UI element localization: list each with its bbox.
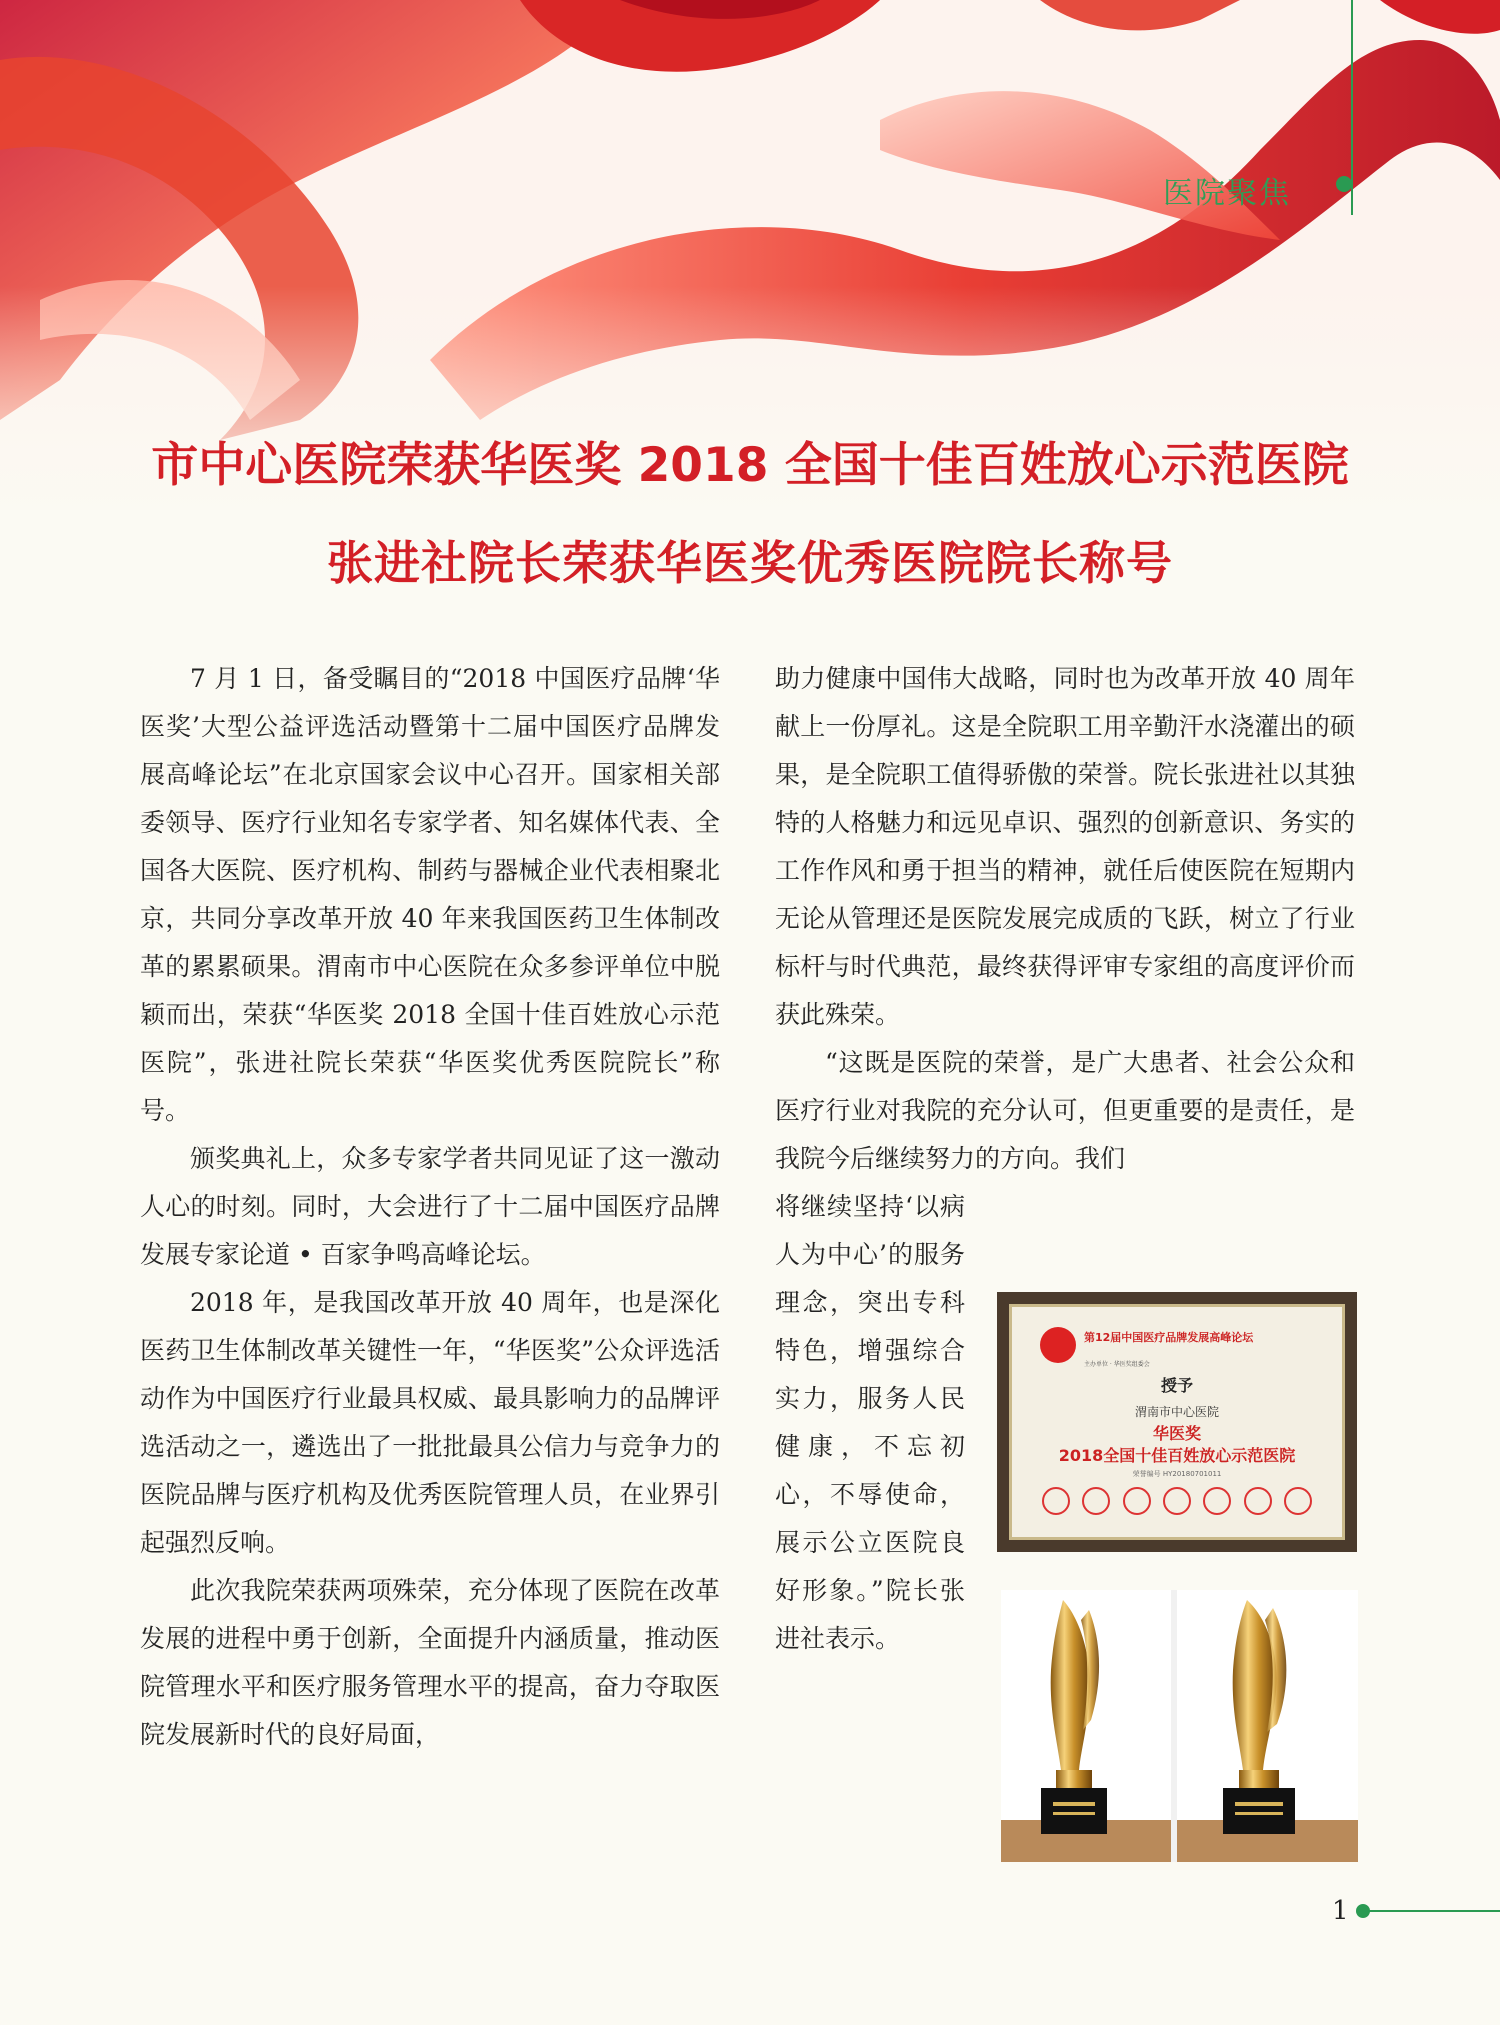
article-title-line-2: 张进社院长荣获华医奖优秀医院院长称号 bbox=[327, 536, 1173, 590]
seal-icon bbox=[1203, 1487, 1231, 1515]
plaque-organizer: 主办单位 · 华医奖组委会 bbox=[1084, 1361, 1150, 1368]
plaque-hospital: 渭南市中心医院 bbox=[1134, 1405, 1219, 1419]
paragraph: 7 月 1 日，备受瞩目的“2018 中国医疗品牌‘华医奖’大型公益评选活动暨第十二届中国医疗品牌发展高峰论坛”在北京国家会议中心召开。国家相关部委领导、医疗行业知名专家学者、知名媒体代表、全国各大医院、医疗机构、制药与器械企业代表相聚北京，共同分享改革开放 40 年来我国医药卫生体制改革的累累硕果。渭南市中心医院在众多参评单位中脱颖而出，荣获“华医奖 2018 全国十佳百姓放心示范医院”，张进社院长荣获“华医奖优秀医院院长”称号。 bbox=[140, 664, 720, 1125]
trophies-photo bbox=[1001, 1590, 1358, 1862]
quote-paragraph-wrapped: 将继续坚持‘以病人为中心’的服务理念，突出专科特色，增强综合实力，服务人民健康，不忘初心，不辱使命，展示公立医院良好形象。”院长张进社表示。 bbox=[775, 1192, 965, 1653]
left-column bbox=[140, 655, 720, 1759]
header-accent-dot bbox=[1336, 176, 1352, 192]
paragraph: 此次我院荣获两项殊荣，充分体现了医院在改革发展的进程中勇于创新，全面提升内涵质量，推动医院管理水平和医疗服务管理水平的提高，奋力夺取医院发展新时代的良好局面， bbox=[140, 1576, 720, 1749]
plaque-award: 华医奖 bbox=[1152, 1424, 1201, 1443]
seal-icon bbox=[1082, 1487, 1110, 1515]
seal-icon bbox=[1244, 1487, 1272, 1515]
plaque-logo-icon bbox=[1040, 1327, 1076, 1363]
award-plaque-photo bbox=[997, 1292, 1357, 1552]
seal-icon bbox=[1163, 1487, 1191, 1515]
trophies-graphic bbox=[1001, 1590, 1358, 1862]
plaque-face bbox=[1009, 1304, 1345, 1540]
footer-accent-line bbox=[1368, 1910, 1500, 1912]
seal-icon bbox=[1123, 1487, 1151, 1515]
paragraph: 2018 年，是我国改革开放 40 周年，也是深化医药卫生体制改革关键性一年，“华医奖”公众评选活动作为中国医疗行业最具权威、最具影响力的品牌评选活动之一，遴选出了一批批最具公信力与竞争力的医院品牌与医疗机构及优秀医院管理人员，在业界引起强烈反响。 bbox=[140, 1288, 720, 1557]
article-title-line-1: 市中心医院荣获华医奖 2018 全国十佳百姓放心示范医院 bbox=[151, 438, 1349, 493]
plaque-header: 第12届中国医疗品牌发展高峰论坛 bbox=[1084, 1331, 1254, 1344]
seal-icon bbox=[1284, 1487, 1312, 1515]
plaque-seals bbox=[1042, 1487, 1312, 1515]
seal-icon bbox=[1042, 1487, 1070, 1515]
plaque-honor: 2018全国十佳百姓放心示范医院 bbox=[1058, 1446, 1296, 1465]
quote-paragraph: “这既是医院的荣誉，是广大患者、社会公众和医疗行业对我院的充分认可，但更重要的是责任，是我院今后继续努力的方向。我们 bbox=[775, 1048, 1355, 1173]
plaque-grant: 授予 bbox=[1160, 1376, 1193, 1395]
paragraph: 颁奖典礼上，众多专家学者共同见证了这一激动人心的时刻。同时，大会进行了十二届中国医疗品牌发展专家论道 • 百家争鸣高峰论坛。 bbox=[140, 1144, 720, 1269]
page-number: 1 bbox=[1332, 1896, 1349, 1926]
section-label: 医院聚焦 bbox=[1163, 176, 1291, 211]
plaque-cert-number: 荣誉编号 HY20180701011 bbox=[1132, 1470, 1222, 1478]
paragraph-continuation: 助力健康中国伟大战略，同时也为改革开放 40 周年献上一份厚礼。这是全院职工用辛勤汗水浇灌出的硕果，是全院职工值得骄傲的荣誉。院长张进社以其独特的人格魅力和远见卓识、强烈的创新意识、务实的工作作风和勇于担当的精神，就任后使医院在短期内无论从管理还是医院发展完成质的飞跃，树立了行业标杆与时代典范，最终获得评审专家组的高度评价而获此殊荣。 bbox=[775, 664, 1355, 1029]
